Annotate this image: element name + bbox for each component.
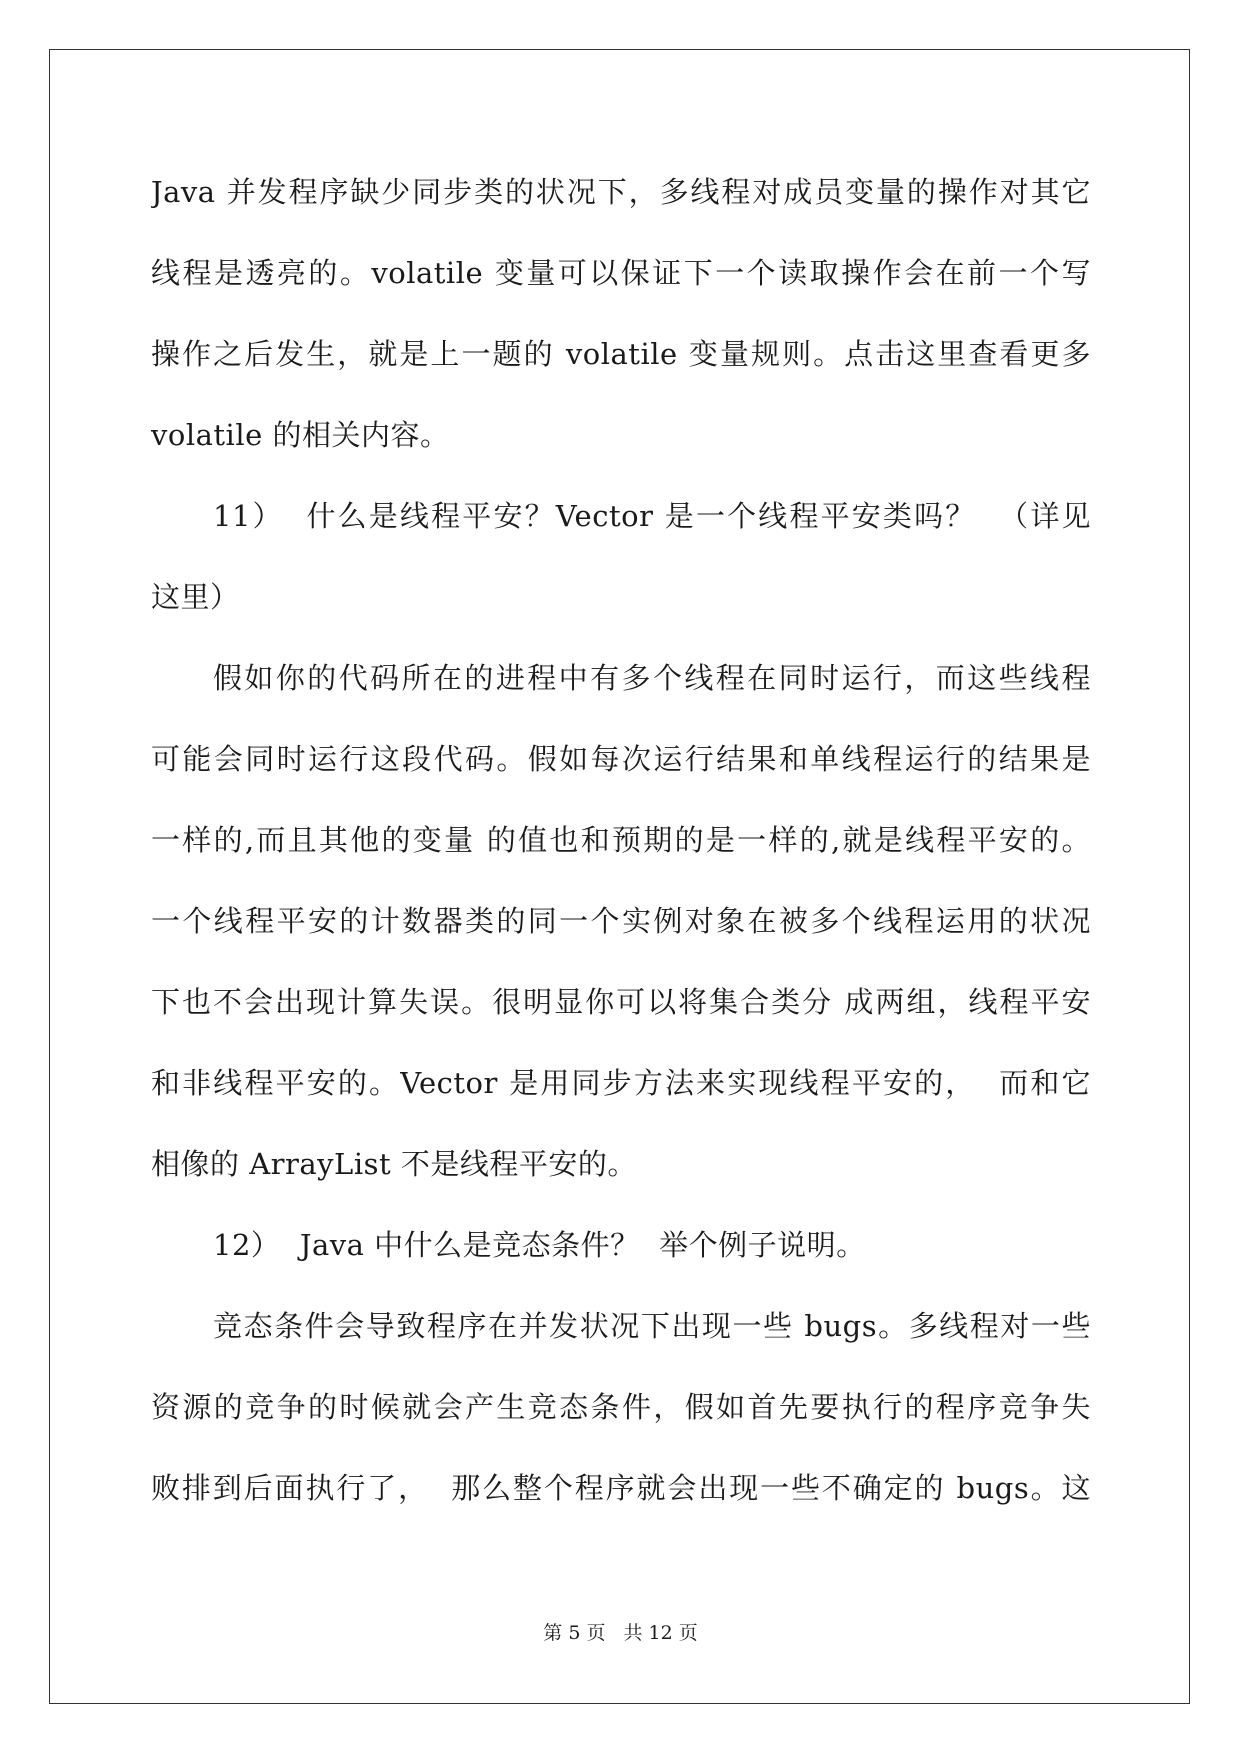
question-heading: 11） 什么是线程平安？Vector 是一个线程平安类吗？ （详见 [213,499,1091,533]
question-heading: 12） Java 中什么是竞态条件？ 举个例子说明。 [213,1228,866,1262]
text-line: 一样的,而且其他的变量 的值也和预期的是一样的,就是线程平安的。 [151,823,1091,857]
text-line: 假如你的代码所在的进程中有多个线程在同时运行，而这些线程 [213,661,1091,695]
text-line: 操作之后发生，就是上一题的 volatile 变量规则。点击这里查看更多 [151,337,1091,371]
page-total: 共 12 页 [623,1622,698,1644]
text-line: 资源的竞争的时候就会产生竞态条件，假如首先要执行的程序竞争失 [151,1390,1091,1424]
document-body [151,152,1091,1529]
text-line: 相像的 ArrayList 不是线程平安的。 [151,1147,637,1181]
text-line: 和非线程平安的。Vector 是用同步方法来实现线程平安的， 而和它 [151,1066,1091,1100]
page-number: 第 5 页 [543,1622,606,1644]
text-line: 下也不会出现计算失误。很明显你可以将集合类分 成两组，线程平安 [151,985,1091,1019]
text-line: 线程是透亮的。volatile 变量可以保证下一个读取操作会在前一个写 [151,256,1091,290]
text-line: 可能会同时运行这段代码。假如每次运行结果和单线程运行的结果是 [151,742,1091,776]
text-line: 这里） [151,580,240,614]
page-footer [0,1620,1241,1646]
text-line: 一个线程平安的计数器类的同一个实例对象在被多个线程运用的状况 [151,904,1091,938]
text-line: 败排到后面执行了， 那么整个程序就会出现一些不确定的 bugs。这 [151,1471,1091,1505]
text-line: Java 并发程序缺少同步类的状况下，多线程对成员变量的操作对其它 [151,175,1091,209]
text-line: volatile 的相关内容。 [151,418,450,452]
text-line: 竞态条件会导致程序在并发状况下出现一些 bugs。多线程对一些 [213,1309,1091,1343]
